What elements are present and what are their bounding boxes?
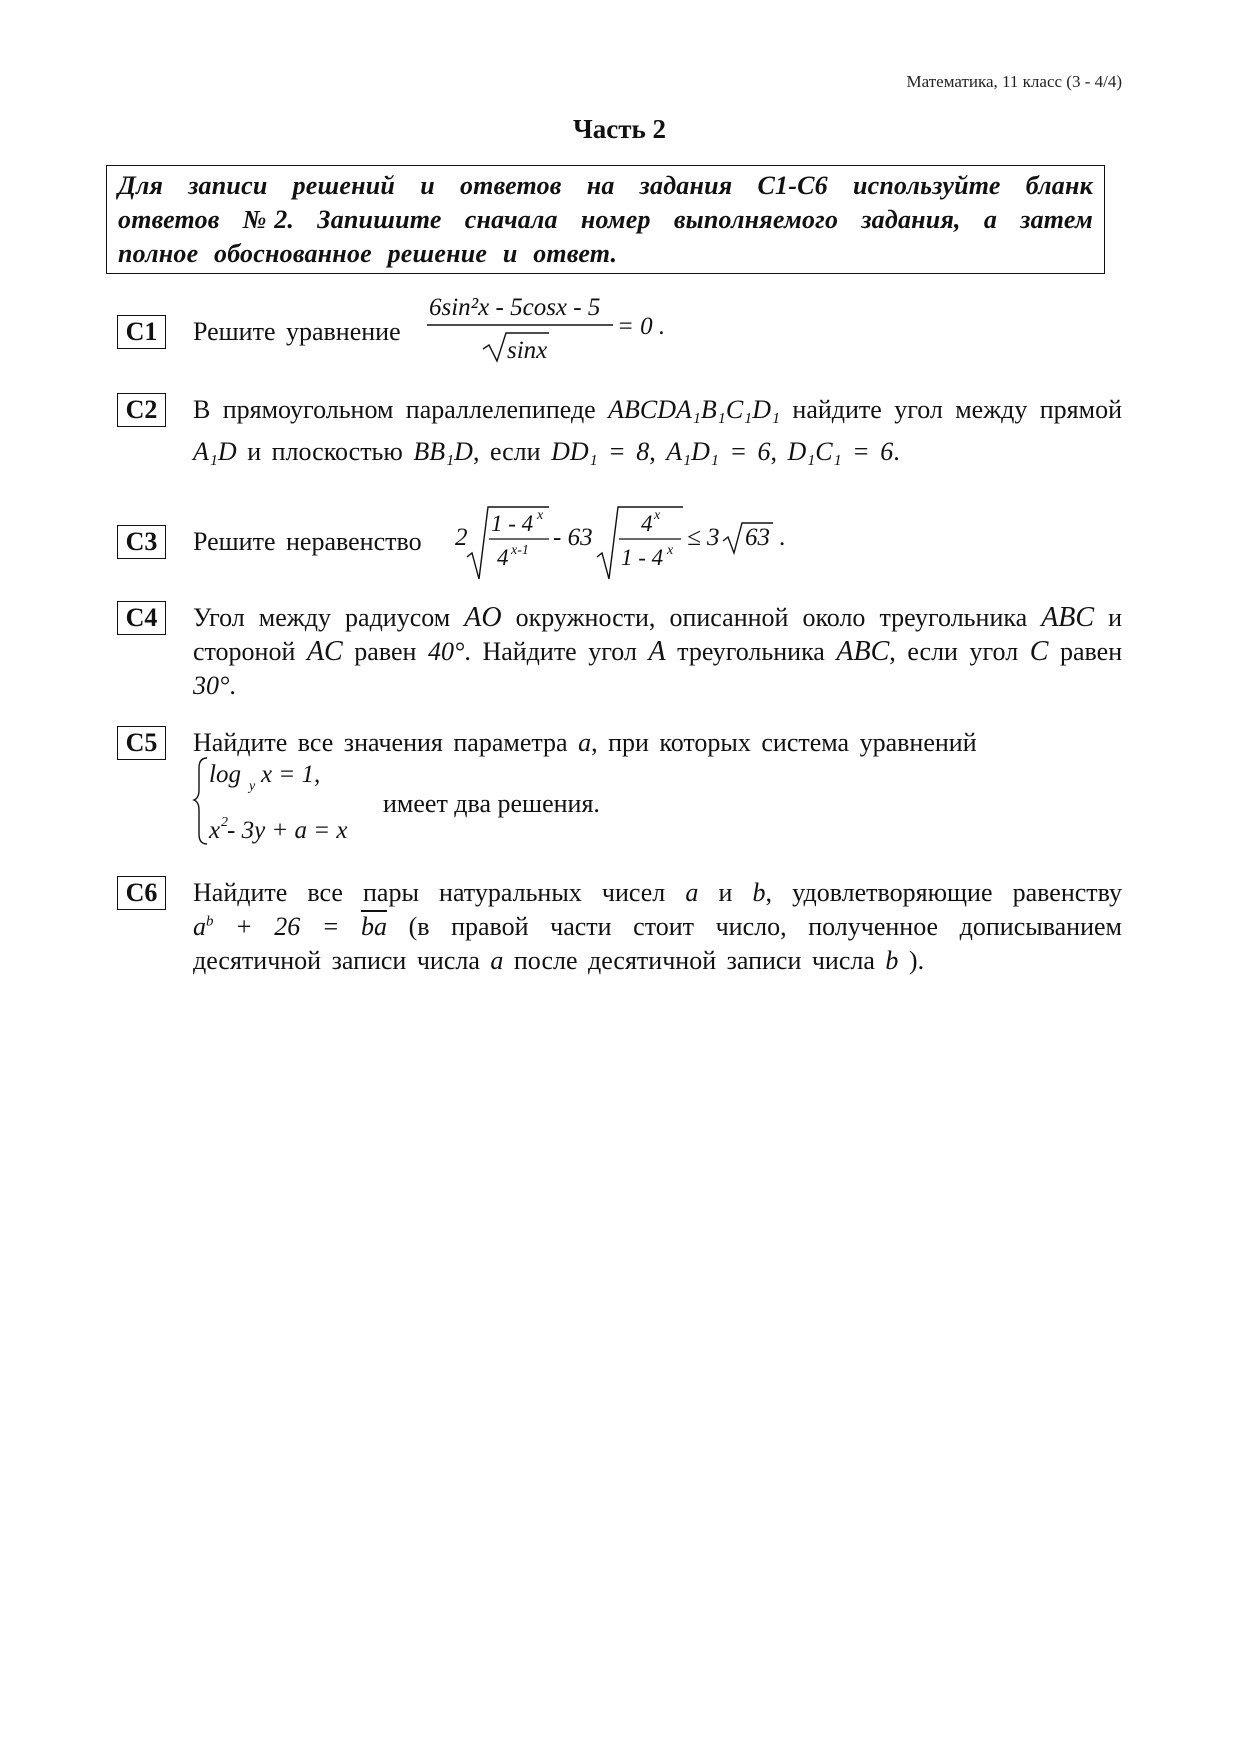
- part-title: Часть 2: [572, 114, 667, 144]
- c3-frac2-num: 4: [641, 511, 653, 536]
- parameter: a: [578, 728, 592, 757]
- c1-rhs: = 0 .: [617, 313, 666, 340]
- svg-text:y: y: [249, 779, 256, 794]
- c3-frac1-num-exp: x: [537, 508, 544, 523]
- task-label: С2: [117, 393, 166, 427]
- c3-frac1-den-exp: x-1: [511, 543, 529, 558]
- c6-equation: $a^b + 26 = \overline{ba}$: [193, 912, 387, 941]
- c3-frac1-num: 1 - 4: [491, 511, 534, 536]
- page-header: Математика, 11 класс (3 - 4/4): [906, 72, 1122, 91]
- task-label: С5: [117, 726, 166, 760]
- c3-frac2-num-exp: x: [654, 508, 661, 523]
- condition: A₁D₁ = 6: [666, 437, 771, 466]
- c5-system-brace: [194, 758, 207, 844]
- exam-page: Математика, 11 класс (3 - 4/4) Часть 2 Для записи решений и ответов на задания С1-С6 используйте бланк ответов №2. Запишите сначала номер выполняемого задания, а затем полное обоснованное решение и ответ. С1 Решите уравнение 6sin²x - 5cosx - 5 sinx = 0 . С2 В прямоугольном параллелепипеде ABCDA₁B₁C₁D₁ найдите угол между прямой A₁D и плоскостью BB₁D, если DD₁ = 8, A₁D₁ = 6, D₁C₁ = 6. С3 Решите неравенство 2 1 - 4 x 4 x-1 - 63 4 x 1 - 4 x ≤ 3 63 . С4 Угол между радиусом AO окружности, описанной около треугольника ABC и стороной AC равен 40°. Найдите угол A треугольника ABC, если угол C равен 30°. С5 Найдите все значения параметра a, при которых система уравнений log y x = 1, x 2 - 3y + a = x имеет два решения. С6 Найдите все пары натуральных чисел a и b, удовлетворяющие равенству $a^b + 26 = \overline{ba}$ (в правой части стоит число, полученное дописыванием десятичной записи числа a после десятичной записи числа b ).: [0, 0, 1239, 1754]
- c1-numerator: 6sin²x - 5cosx - 5: [429, 294, 601, 321]
- c3-frac2-den-exp: x: [667, 543, 674, 558]
- c5-system: [193, 754, 373, 850]
- plane-name: BB₁D: [413, 437, 473, 466]
- svg-text:- 3y + a = x: - 3y + a = x: [227, 817, 348, 844]
- c3-frac2-den: 1 - 4: [621, 545, 664, 570]
- c3-coef: 2: [455, 524, 468, 551]
- task-label: С1: [117, 315, 166, 349]
- instruction-box: Для записи решений и ответов на задания С1-С6 используйте бланк ответов №2. Запишите сначала номер выполняемого задания, а затем полное обоснованное решение и ответ.: [106, 165, 1105, 274]
- line-name: A₁D: [193, 437, 237, 466]
- c3-formula: [455, 501, 785, 581]
- svg-text:2: 2: [221, 815, 228, 830]
- task-label: С3: [117, 525, 166, 559]
- task-label: С6: [117, 876, 166, 910]
- svg-text:x: x: [209, 817, 221, 844]
- c3-relation: ≤ 3: [687, 524, 720, 551]
- svg-text:x = 1,: x = 1,: [261, 761, 321, 788]
- c3-rhs-root: 63: [745, 524, 770, 551]
- c3-frac1-den: 4: [497, 545, 509, 570]
- task-label: С4: [117, 601, 166, 635]
- svg-text:log: log: [209, 761, 241, 788]
- c1-formula: [427, 285, 687, 365]
- task-text: Решите неравенство: [193, 527, 422, 556]
- c1-denominator: sinx: [507, 337, 548, 364]
- c3-minus: - 63: [553, 524, 593, 551]
- task-text: Решите уравнение: [193, 317, 401, 346]
- c3-end: .: [779, 524, 786, 551]
- figure-name: ABCDA₁B₁C₁D₁: [608, 395, 781, 424]
- condition: D₁C₁ = 6: [787, 437, 894, 466]
- condition: DD₁ = 8: [551, 437, 650, 466]
